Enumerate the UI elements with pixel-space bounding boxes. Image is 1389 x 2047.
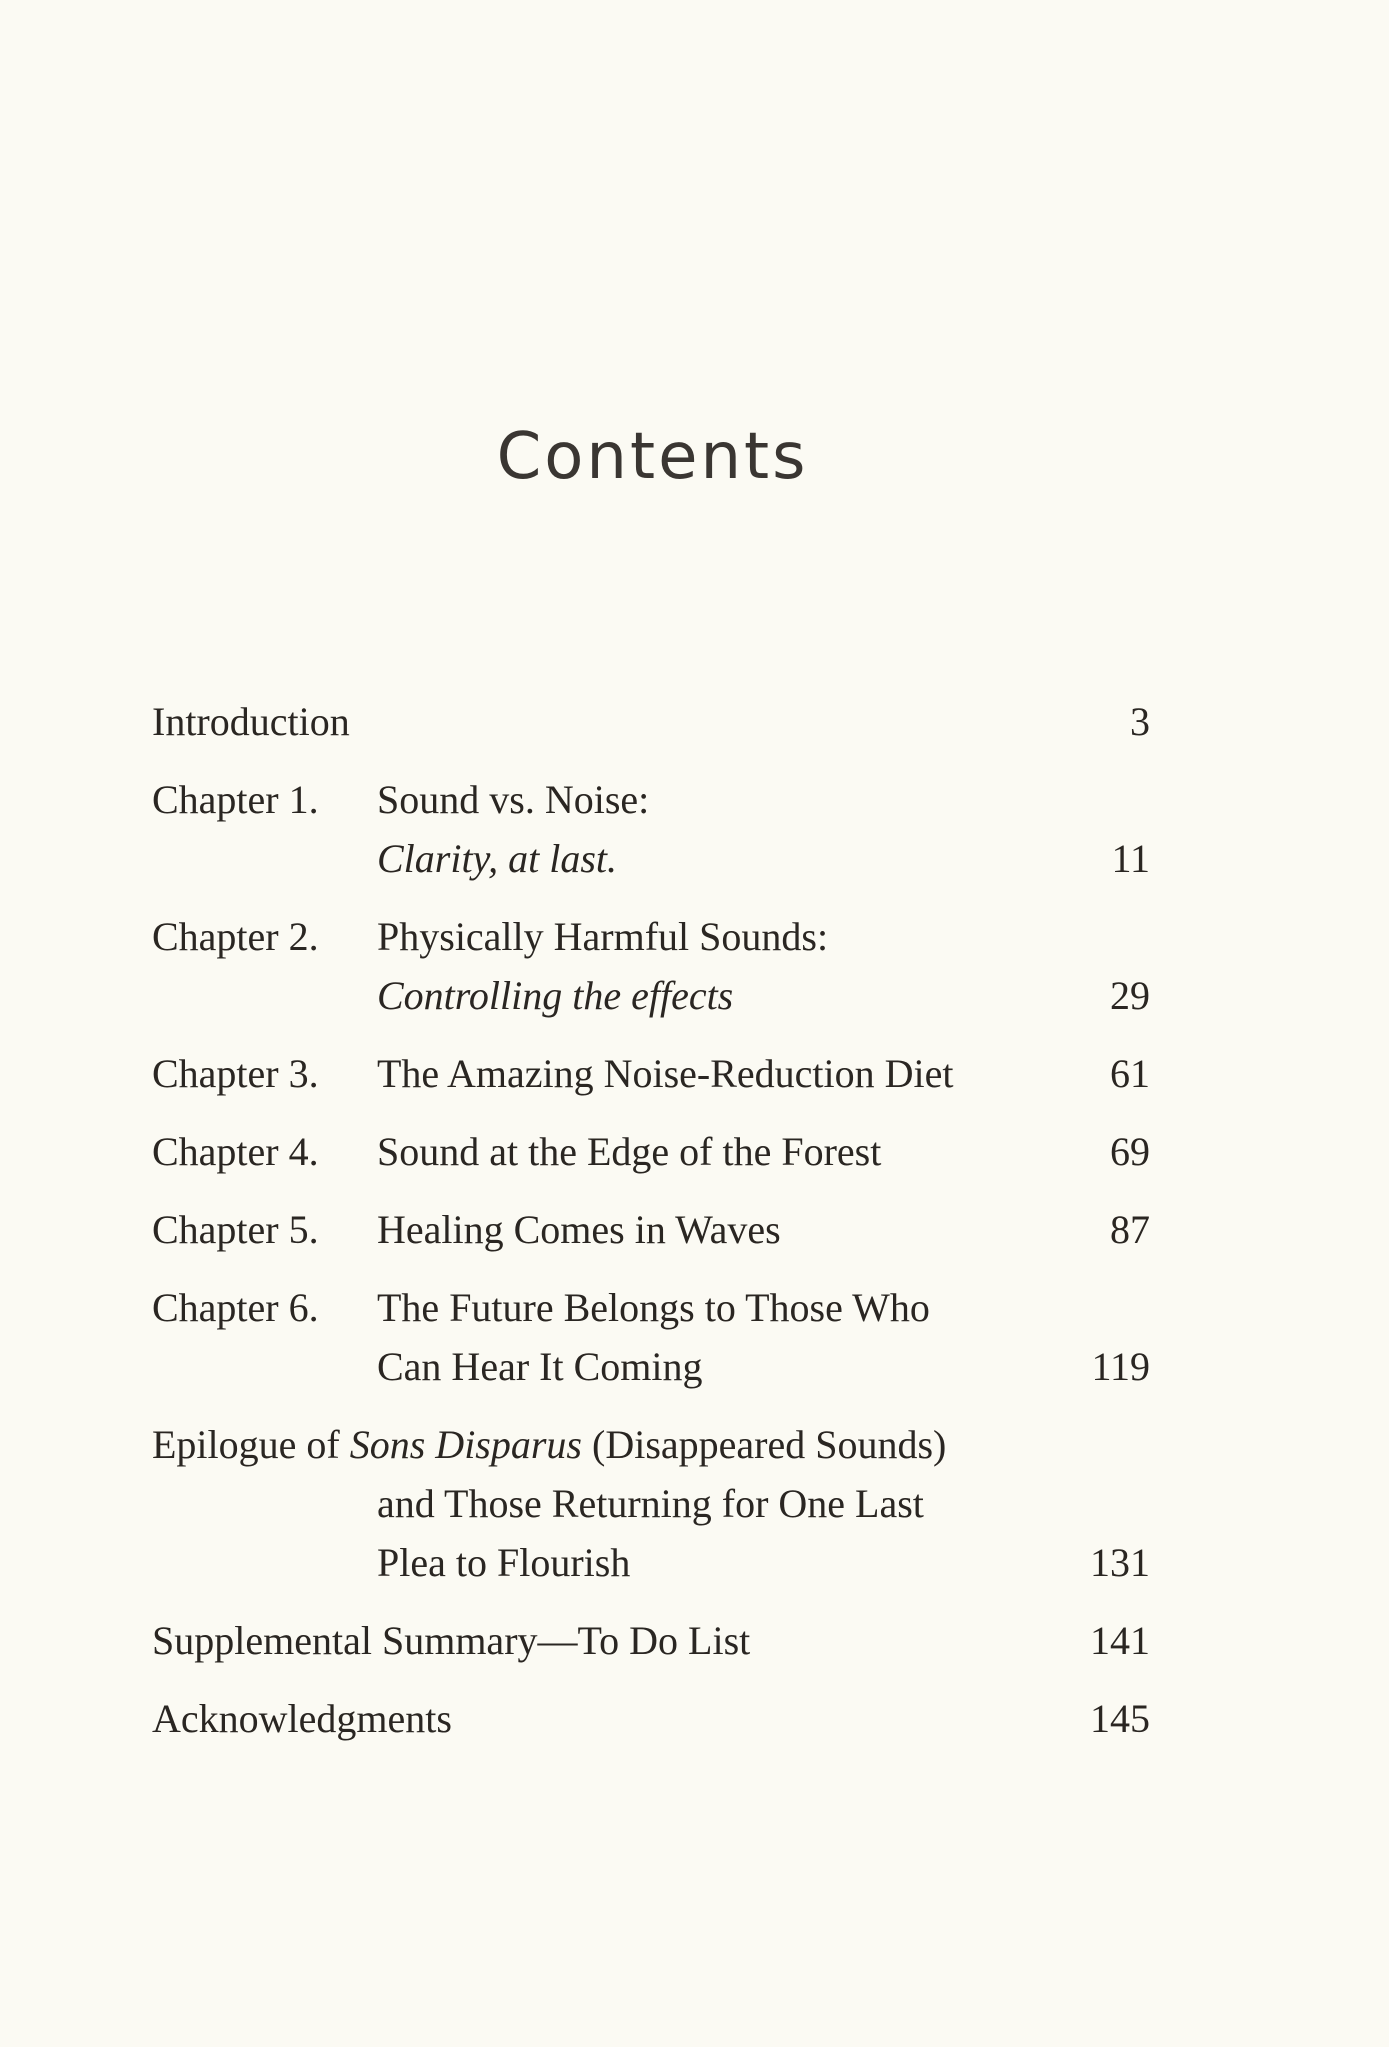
- toc-entry-chapter-5: [152, 1200, 1150, 1259]
- toc-chapter-title: The Amazing Noise-Reduction Diet: [377, 1051, 954, 1096]
- toc-page-number: 69: [1110, 1129, 1150, 1174]
- toc-chapter-title-continued: Can Hear It Coming: [377, 1344, 703, 1389]
- toc-chapter-subtitle: Controlling the effects: [377, 973, 734, 1018]
- toc-chapter-title: The Future Belongs to Those Who: [377, 1285, 930, 1330]
- toc-page-number: 131: [1090, 1540, 1150, 1585]
- toc-entry-chapter-2: [152, 907, 1150, 1025]
- toc-entry-label: Chapter 5.: [152, 1207, 319, 1252]
- toc-chapter-title: Physically Harmful Sounds:: [377, 914, 829, 959]
- toc-entry-chapter-1: [152, 770, 1150, 888]
- toc-entry-epilogue: [152, 1415, 1150, 1592]
- toc-chapter-title-continued: and Those Returning for One Last: [377, 1481, 924, 1526]
- toc-page-number: 141: [1090, 1618, 1150, 1663]
- toc-page-number: 61: [1110, 1051, 1150, 1096]
- toc-entry-chapter-6: [152, 1278, 1150, 1396]
- page-title: Contents: [496, 420, 809, 494]
- toc-entry-label: Chapter 4.: [152, 1129, 319, 1174]
- toc-chapter-title-continued: Plea to Flourish: [377, 1540, 631, 1585]
- toc-entry-label: Supplemental Summary—To Do List: [152, 1618, 751, 1663]
- toc-epilogue-prefix: Epilogue of: [152, 1422, 340, 1467]
- toc-epilogue-italic-title: Sons Disparus: [349, 1422, 582, 1467]
- toc-entry-supplemental-summary: [152, 1611, 1150, 1670]
- toc-entry-label: Acknowledgments: [152, 1696, 452, 1741]
- toc-page-number: 11: [1111, 836, 1150, 881]
- toc-entry-label: [152, 1415, 946, 1474]
- toc-entry-acknowledgments: [152, 1689, 1150, 1748]
- toc-entry-chapter-4: [152, 1122, 1150, 1181]
- toc-chapter-subtitle: Clarity, at last.: [377, 836, 618, 881]
- toc-epilogue-parenthetical: (Disappeared Sounds): [592, 1422, 947, 1467]
- toc-entry-label: Introduction: [152, 699, 350, 744]
- toc-page-number: 145: [1090, 1696, 1150, 1741]
- toc-chapter-title: Sound at the Edge of the Forest: [377, 1129, 882, 1174]
- toc-page-number: 3: [1130, 699, 1150, 744]
- toc-page-number: 87: [1110, 1207, 1150, 1252]
- toc-entry-label: Chapter 6.: [152, 1285, 319, 1330]
- toc-page-number: 29: [1110, 973, 1150, 1018]
- toc-entry-label: Chapter 1.: [152, 777, 319, 822]
- toc-entry-introduction: [152, 692, 1150, 751]
- toc-entry-chapter-3: [152, 1044, 1150, 1103]
- toc-entry-label: Chapter 2.: [152, 914, 319, 959]
- toc-chapter-title: Sound vs. Noise:: [377, 777, 650, 822]
- toc-entry-label: Chapter 3.: [152, 1051, 319, 1096]
- toc-page-number: 119: [1091, 1344, 1150, 1389]
- table-of-contents: [152, 692, 1150, 1767]
- toc-chapter-title: Healing Comes in Waves: [377, 1207, 781, 1252]
